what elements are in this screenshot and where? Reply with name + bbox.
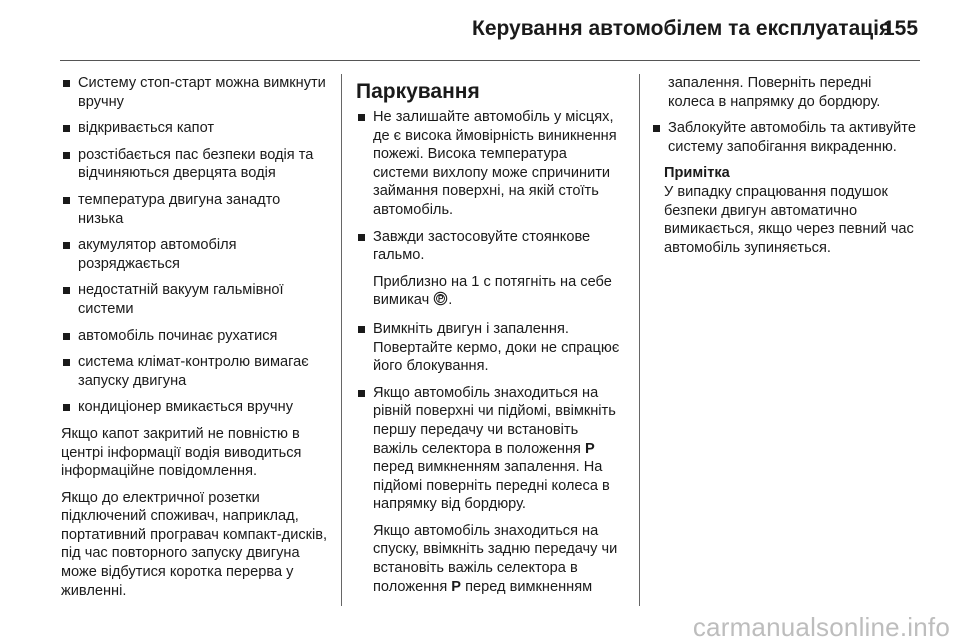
list-item: [61, 74, 329, 111]
list-item: [61, 281, 329, 318]
page-number: 155: [883, 17, 919, 40]
list-item: [356, 108, 626, 220]
bullet-marker: [358, 114, 365, 121]
bullet-marker: [63, 359, 70, 366]
sub-paragraph-text: Приблизно на 1 с потягніть на себе вимикач: [373, 273, 612, 309]
gear-position-label: P: [451, 578, 462, 595]
bullet-marker: [63, 242, 70, 249]
list-item-text: розстібається пас безпеки водія та відчиняються дверцята водія: [78, 146, 314, 182]
column-divider: [639, 74, 640, 606]
section-title: Паркування: [356, 80, 480, 103]
column-middle: [356, 80, 626, 604]
list-item-text: температура двигуна занадто низька: [78, 191, 281, 227]
bullet-marker: [63, 80, 70, 87]
note-body: У випадку спрацювання подушок безпеки двигун автоматично вимикається, якщо через певний час автомобіль зупиняється.: [664, 183, 914, 256]
column-left: [61, 74, 329, 608]
list-item-text-start: Якщо автомобіль знаходиться на рівній поверхні чи підйомі, ввімкніть першу передачу чи встановіть важіль селектора в положення: [373, 384, 616, 457]
bullet-marker: [63, 404, 70, 411]
page-header: [0, 0, 960, 60]
bullet-marker: [653, 125, 660, 132]
paragraph: Якщо капот закритий не повністю в центрі інформації водія виводиться інформаційне повідомлення.: [61, 425, 302, 480]
list-item-text: акумулятор автомобіля розряджається: [78, 237, 237, 272]
list-item-text: автомобіль починає рухатися: [78, 327, 278, 344]
list-item: [61, 398, 329, 417]
bullet-marker: [63, 125, 70, 132]
sub-paragraph: [373, 522, 626, 596]
sub-paragraph-text-start: Якщо автомобіль знаходиться на спуску, ввімкніть задню передачу чи встановіть важіль селектора в положення: [373, 522, 618, 595]
list-item-text: недостатній вакуум гальмівної системи: [78, 282, 284, 317]
list-item: [651, 119, 921, 156]
sub-paragraph: Приблизно на 1 с потягніть на себе вимикач .: [373, 273, 626, 312]
list-item-text: Систему стоп-старт можна вимкнути вручну: [78, 75, 326, 110]
list-item: [61, 353, 329, 390]
list-item: [61, 146, 329, 183]
list-item: [61, 191, 329, 228]
bullet-marker: [63, 287, 70, 294]
page-title: Керування автомобілем та експлуатація: [472, 17, 892, 40]
bullet-marker: [63, 152, 70, 159]
list-item: [356, 384, 626, 514]
list-item: [61, 119, 329, 138]
bullet-marker: [358, 326, 365, 333]
note-title: Примітка: [664, 165, 730, 182]
watermark: [0, 608, 960, 642]
sub-paragraph-text-end: перед вимкненням: [465, 578, 593, 595]
bullet-marker: [63, 333, 70, 340]
parking-brake-switch-icon: [433, 291, 448, 312]
list-item-text: Заблокуйте автомобіль та активуйте систему запобігання викраденню.: [668, 120, 916, 155]
list-item-text: Вимкніть двигун і запалення. Повертайте кермо, доки не спрацює його блокування.: [373, 320, 620, 375]
bullet-marker: [63, 197, 70, 204]
list-item: [61, 327, 329, 346]
list-item-text: відкривається капот: [78, 120, 215, 137]
list-item: [356, 320, 626, 376]
header-rule: [60, 60, 920, 61]
paragraph: Якщо до електричної розетки підключений споживач, наприклад, портативний програвач компакт-дисків, під час повторного запуску двигуна може відбутися коротка перерва у живленні.: [61, 489, 328, 599]
column-right: [651, 74, 921, 257]
list-item: [61, 236, 329, 273]
list-item-text: Завжди застосовуйте стоянкове гальмо.: [373, 228, 591, 264]
list-item: [356, 228, 626, 265]
gear-position-label: P: [585, 440, 595, 457]
list-item-text: Не залишайте автомобіль у місцях, де є висока ймовірність виникнення пожежі. Висока температура системи вихлопу може спричинити займання поверхні, на якій стоїть автомобіль.: [373, 109, 617, 218]
continued-paragraph: запалення. Поверніть передні колеса в напрямку до бордюру.: [668, 75, 881, 110]
list-item-text: кондиціонер вмикається вручну: [78, 399, 294, 416]
bullet-marker: [358, 234, 365, 241]
watermark-text: carmanualsonline.info: [692, 612, 950, 642]
bullet-marker: [358, 390, 365, 397]
list-item-text: система клімат-контролю вимагає запуску двигуна: [78, 354, 309, 389]
column-divider: [341, 74, 342, 606]
list-item-text-end: перед вимкненням запалення. На підйомі поверніть передні колеса в напрямку від бордюру.: [373, 459, 610, 513]
